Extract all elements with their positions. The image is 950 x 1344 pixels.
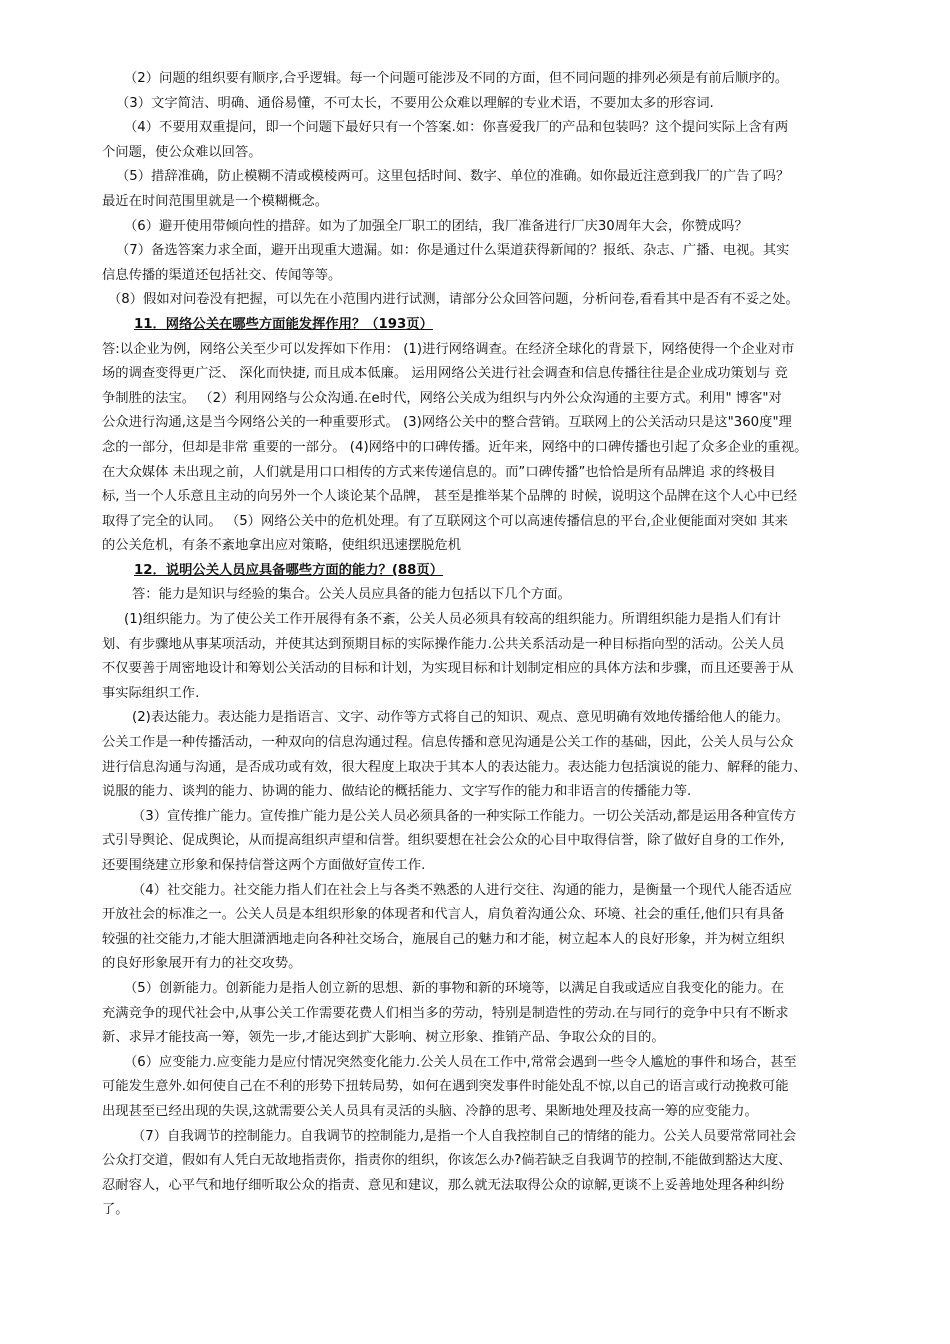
text-line: （5）创新能力。创新能力是指人创立新的思想、新的事物和新的环境等，以满足自我或适应自我变化的能力。在 xyxy=(124,980,785,996)
text-line: 了。 xyxy=(102,1202,129,1218)
text-line: 的良好形象展开有力的社交攻势。 xyxy=(102,956,302,972)
text-line: （6）避开使用带倾向性的措辞。如为了加强全厂职工的团结，我厂准备进行厂庆30周年大会，你赞成吗？ xyxy=(124,218,748,234)
text-line: 公众打交道，假如有人凭白无故地指责你，指责你的组织，你该怎么办?倘若缺乏自我调节的控制,不能做到豁达大度、 xyxy=(102,1153,792,1169)
text-line: 答:以企业为例，网络公关至少可以发挥如下作用： (1)进行网络调查。在经济全球化的背景下，网络使得一个企业对市 xyxy=(102,341,795,357)
text-line: 场的调查变得更广泛、 深化而快捷, 而且成本低廉。 运用网络公关进行社会调查和信息传播往往是企业成功策划与 竞 xyxy=(102,366,788,382)
text-line: 说服的能力、谈判的能力、协调的能力、做结论的概括能力、文字写作的能力和非语言的传播能力等. xyxy=(102,784,692,800)
text-line: （2）问题的组织要有顺序,合乎逻辑。每一个问题可能涉及不同的方面，但不同问题的排列必须是有前后顺序的。 xyxy=(124,71,789,86)
text-line: （7）备选答案力求全面，避开出现重大遗漏。如：你是通过什么渠道获得新闻的？报纸、杂志、广播、电视。其实 xyxy=(116,243,790,259)
text-line: 公关工作是一种传播活动，一种双向的信息沟通过程。信息传播和意见沟通是公关工作的基础，因此，公关人员与公众 xyxy=(102,735,794,751)
text-line: （8）假如对问卷没有把握，可以先在小范围内进行试测，请部分公众回答问题，分析问卷,看看其中是否有不妥之处。 xyxy=(108,292,799,308)
text-line: 式引导舆论、促成舆论，从而提高组织声望和信誉。组织要想在社会公众的心目中取得信誉，除了做好自身的工作外, xyxy=(102,833,785,849)
text-line: （5）措辞准确，防止模糊不清或模棱两可。这里包括时间、数字、单位的准确。如你最近注意到我厂的广告了吗？ xyxy=(116,169,790,185)
text-line: 划、有步骤地从事某项活动，并使其达到预期目标的实际操作能力.公共关系活动是一种目标指向型的活动。公关人员 xyxy=(102,636,785,652)
text-line: （3）文字简洁、明确、通俗易懂，不可太长，不要用公众难以理解的专业术语，不要加太多的形容词. xyxy=(116,95,714,111)
text-line: 个问题，使公众难以回答。 xyxy=(102,144,262,160)
text-line: 事实际组织工作. xyxy=(102,685,200,701)
text-line: 争制胜的法宝。 （2）利用网络与公众沟通.在e时代，网络公关成为组织与内外公众沟通的主要方式。利用" 博客"对 xyxy=(102,390,782,406)
section-heading: 12．说明公关人员应具备哪些方面的能力？(88页） xyxy=(134,562,444,578)
text-line: 不仅要善于周密地设计和筹划公关活动的目标和计划，为实现目标和计划制定相应的具体方法和步骤，而且还要善于从 xyxy=(102,661,794,677)
text-line: 充满竞争的现代社会中,从事公关工作需要花费人们相当多的劳动，特别是制造性的劳动.在与同行的竞争中只有不断求 xyxy=(102,1005,789,1021)
text-line: 公众进行沟通,这是当今网络公关的一种重要形式。 (3)网络公关中的整合营销。互联网上的公关活动只是这"360度"理 xyxy=(102,415,792,431)
text-line: 较强的社交能力,才能大胆潇洒地走向各种社交场合，施展自己的魅力和才能，树立起本人的良好形象，并为树立组织 xyxy=(102,931,785,947)
text-line: （4）社交能力。社交能力指人们在社会上与各类不熟悉的人进行交往、沟通的能力，是衡量一个现代人能否适应 xyxy=(132,882,793,898)
text-line: 开放社会的标准之一。公关人员是本组织形象的体现者和代言人，肩负着沟通公众、环境、社会的重任,他们只有具备 xyxy=(102,907,785,923)
text-line: 念的一部分，但却是非常 重要的一部分。 (4)网络中的口碑传播。近年来，网络中的口碑传播也引起了众多企业的重视。 xyxy=(102,439,808,455)
text-line: 信息传播的渠道还包括社交、传闻等等。 xyxy=(102,267,342,283)
text-line: （4）不要用双重提问，即一个问题下最好只有一个答案.如：你喜爱我厂的产品和包装吗？这个提问实际上含有两 xyxy=(124,120,789,136)
text-line: 答：能力是知识与经验的集合。公关人员应具备的能力包括以下几个方面。 xyxy=(132,587,571,603)
text-line: 进行信息沟通与沟通，是否成功或有效，很大程度上取决于其本人的表达能力。表达能力包括演说的能力、解释的能力、 xyxy=(102,759,807,775)
section-heading: 11．网络公关在哪些方面能发挥作用？（193页） xyxy=(134,316,433,332)
text-line: （3）宣传推广能力。宣传推广能力是公关人员必须具备的一种实际工作能力。一切公关活动,都是运用各种宣传方 xyxy=(132,808,797,824)
text-line: （6）应变能力.应变能力是应付情况突然变化能力.公关人员在工作中,常常会遇到一些令人尴尬的事件和场合，甚至 xyxy=(124,1054,797,1070)
text-line: 出现甚至已经出现的失误,这就需要公关人员具有灵活的头脑、冷静的思考、果断地处理及技高一筹的应变能力。 xyxy=(102,1103,758,1119)
text-line: 标, 当一个人乐意且主动的向另外一个人谈论某个品牌， 甚至是推举某个品牌的 时候，说明这个品牌在这个人心中已经 xyxy=(102,489,798,505)
text-line: 还要围绕建立形象和保持信誉这两个方面做好宣传工作. xyxy=(102,858,426,873)
text-line: （7）自我调节的控制能力。自我调节的控制能力,是指一个人自我控制自己的情绪的能力。公关人员要常常同社会 xyxy=(132,1128,797,1144)
text-line: (1)组织能力。为了使公关工作开展得有条不紊，公关人员必须具有较高的组织能力。所谓组织能力是指人们有计 xyxy=(124,612,782,628)
text-line: (2)表达能力。表达能力是指语言、文字、动作等方式将自己的知识、观点、意见明确有效地传播给他人的能力。 xyxy=(132,710,790,726)
text-line: 取得了完全的认同。 （5）网络公关中的危机处理。有了互联网这个可以高速传播信息的平台,企业便能面对突如 其来 xyxy=(102,513,788,529)
text-line: 新、求异才能技高一筹，领先一步,才能达到扩大影响、树立形象、推销产品、争取公众的目的。 xyxy=(102,1030,665,1046)
text-line: 可能发生意外.如何使自己在不利的形势下扭转局势，如何在遇到突发事件时能处乱不惊,以自己的语言或行动挽救可能 xyxy=(102,1079,789,1095)
text-line: 的公关危机，有条不紊地拿出应对策略，使组织迅速摆脱危机 xyxy=(102,538,462,554)
text-line: 最近在时间范围里就是一个模糊概念。 xyxy=(102,193,329,209)
text-line: 在大众媒体 未出现之前，人们就是用口口相传的方式来传递信息的。而”口碑传播”也恰恰是所有品牌追 求的终极目 xyxy=(102,464,776,480)
text-line: 忍耐容人，心平气和地仔细听取公众的指责、意见和建议，那么就无法取得公众的谅解,更谈不上妥善地处理各种纠纷 xyxy=(102,1177,785,1193)
